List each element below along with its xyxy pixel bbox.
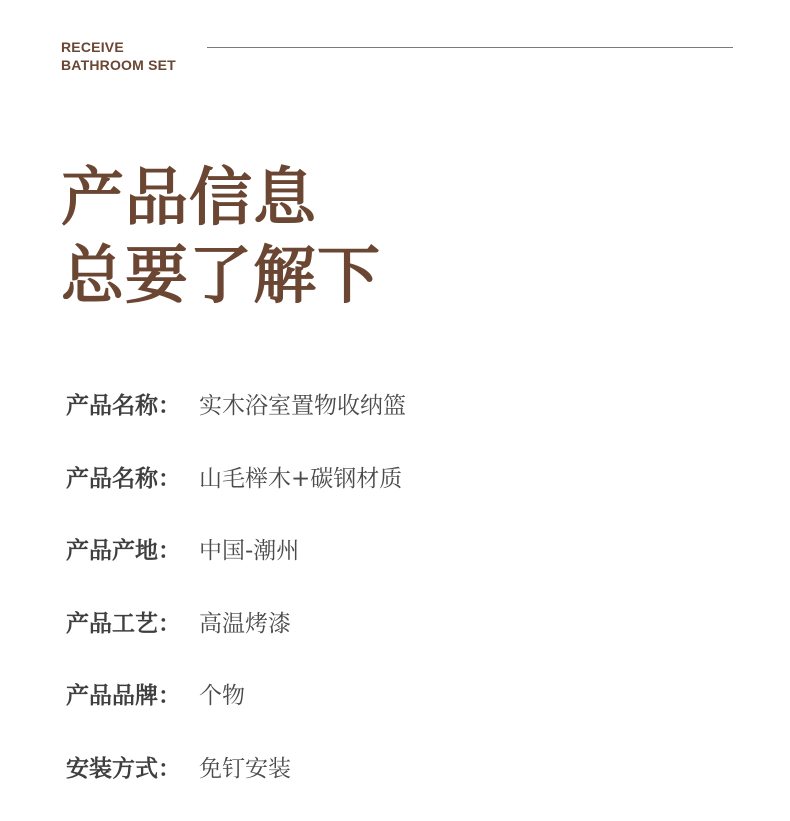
spec-row-origin bbox=[66, 531, 406, 604]
spec-label: 产品名称： bbox=[66, 459, 199, 499]
spec-row-brand bbox=[66, 676, 406, 749]
spec-label: 产品品牌： bbox=[66, 676, 199, 716]
spec-row-product-name bbox=[66, 386, 406, 459]
spec-row-installation bbox=[66, 749, 406, 821]
spec-value: 中国-潮州 bbox=[199, 531, 299, 571]
spec-row-craft bbox=[66, 604, 406, 677]
spec-value: 高温烤漆 bbox=[199, 604, 291, 644]
spec-label: 产品名称： bbox=[66, 386, 199, 426]
brand-logo-text bbox=[61, 38, 176, 74]
product-spec-list bbox=[66, 386, 406, 821]
title-line-2: 总要了解下 bbox=[61, 236, 381, 314]
spec-label: 安装方式： bbox=[66, 749, 199, 789]
spec-row-material bbox=[66, 459, 406, 532]
spec-label: 产品工艺： bbox=[66, 604, 199, 644]
title-line-1: 产品信息 bbox=[61, 158, 381, 236]
spec-label: 产品产地： bbox=[66, 531, 199, 571]
header-divider bbox=[207, 47, 733, 48]
spec-value: 免钉安装 bbox=[199, 749, 291, 789]
brand-line-bathroom-set: BATHROOM SET bbox=[61, 56, 176, 74]
page-title bbox=[61, 158, 381, 314]
spec-value: 山毛榉木+碳钢材质 bbox=[199, 459, 402, 499]
brand-line-receive: RECEIVE bbox=[61, 38, 176, 56]
spec-value: 实木浴室置物收纳篮 bbox=[199, 386, 406, 426]
spec-value: 个物 bbox=[199, 676, 245, 716]
